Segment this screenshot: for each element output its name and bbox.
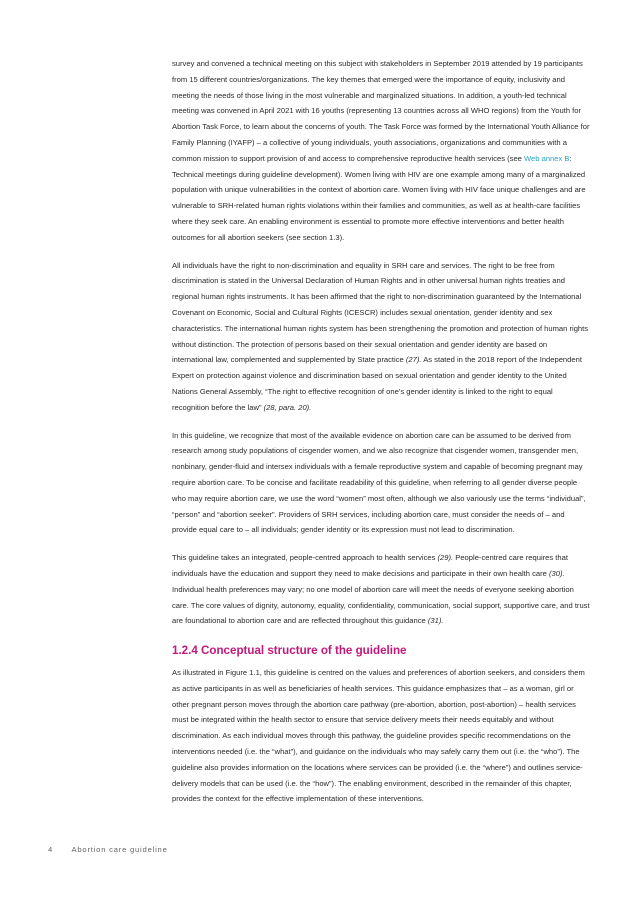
paragraph xyxy=(172,428,590,539)
annex-link[interactable]: Web annex B xyxy=(524,153,570,163)
document-title: Abortion care guideline xyxy=(71,845,168,854)
paragraph-text: People-centred care requires that individuals have the education and support they need to make decisions and participate in their own health care xyxy=(172,553,568,578)
citation: (30). xyxy=(548,568,565,578)
citation: (28, para. 20). xyxy=(263,402,312,412)
paragraph-text: As stated in the 2018 report of the Independent Expert on protection against violence and discrimination based on sexual orientation and gender identity to the United Nations General Assembly, “The right to effective recognition of one’s gender identity is linked to the right to equal recognition before the law” xyxy=(172,355,582,412)
paragraph xyxy=(172,258,590,416)
section-paragraphs xyxy=(172,665,590,807)
paragraph xyxy=(172,56,590,246)
paragraph-text: Individual health preferences may vary; no one model of abortion care will meet the needs of everyone seeking abortion care. The core values of dignity, autonomy, equality, confidentiality, communication, social support, supportive care, and trust are foundational to abortion care and are reflected throughout this guidance xyxy=(172,584,590,626)
main-content xyxy=(172,56,590,819)
citation: (27). xyxy=(405,355,422,365)
page-footer xyxy=(48,845,168,854)
paragraph-text: All individuals have the right to non-discrimination and equality in SRH care and services. The right to be free from discrimination is stated in the Universal Declaration of Human Rights and in other universal human rights treaties and regional human rights instruments. It has been affirmed that the right to non-discrimination guaranteed by the International Covenant on Economic, Social and Cultural Rights (ICESCR) includes sexual orientation, gender identity and sex characteristics. The international human rights system has been strengthening the promotion and protection of human rights without distinction. The protection of persons based on their sexual orientation and gender identity are based on international law, complemented and supplemented by State practice xyxy=(172,260,589,365)
paragraph-text: : Technical meetings during guideline development). Women living with HIV are one example among many of a marginalized population with unique vulnerabilities in the context of abortion care. Women living with HIV face unique challenges and are vulnerable to SRH-related human rights violations within their families and communities, as well as at health-care facilities where they seek care. An enabling environment is essential to promote more effective interventions and better health outcomes for all abortion seekers (see section 1.3). xyxy=(172,153,586,242)
section-heading: 1.2.4 Conceptual structure of the guideline xyxy=(172,644,407,658)
paragraph-text: survey and convened a technical meeting on this subject with stakeholders in September 2019 attended by 19 participants from 15 different countries/organizations. The key themes that emerged were the importance of equity, inclusivity and meeting the needs of those living in the most vulnerable and marginalized situations. In addition, a youth-led technical meeting was convened in April 2021 with 16 youths (representing 13 countries across all WHO regions) from the Youth for Abortion Task Force, to learn about the concerns of youth. The Task Force was formed by the International Youth Alliance for Family Planning (IYAFP) – a collective of young individuals, youth associations, organizations and communities with a common mission to support provision of and access to comprehensive reproductive health services (see xyxy=(172,59,590,163)
citation: (29). xyxy=(437,553,454,563)
paragraph-text: As illustrated in Figure 1.1, this guideline is centred on the values and preferences of abortion seekers, and considers them as active participants in as well as beneficiaries of health services. This guidance emphasizes that – as a woman, girl or other pregnant person moves through the abortion care pathway (pre-abortion, abortion, post-abortion) – health services must be integrated within the health sector to ensure that service delivery meets their needs equitably and without discrimination. As each individual moves through this pathway, the guideline provides specific recommendations on the interventions needed (i.e. the “what”), and guidance on the individuals who may safely carry them out (i.e. the “who”). The guideline also provides information on the locations where services can be provided (i.e. the “where”) and outlines service-delivery models that can be used (i.e. the “how”). The enabling environment, described in the remainder of this chapter, provides the context for the effective implementation of these interventions. xyxy=(172,668,585,804)
paragraph xyxy=(172,665,590,807)
paragraph-text: This guideline takes an integrated, people-centred approach to health services xyxy=(172,553,438,563)
page-number: 4 xyxy=(48,845,54,854)
citation: (31). xyxy=(427,616,444,626)
body-paragraphs xyxy=(172,56,590,629)
paragraph xyxy=(172,550,590,629)
paragraph-text: In this guideline, we recognize that most of the available evidence on abortion care can be assumed to be derived from research among study populations of cisgender women, and we also recognize that cisgender women, transgender men, nonbinary, gender-fluid and intersex individuals with a female reproductive system and capable of becoming pregnant may require abortion care. To be concise and facilitate readability of this guideline, when referring to all gender diverse people who may require abortion care, we use the word “women” most often, although we also variously use the terms “individual”, “person” and “abortion seeker”. Providers of SRH services, including abortion care, must consider the needs of – and provide equal care to – all individuals; gender identity or its expression must not lead to discrimination. xyxy=(172,430,586,535)
